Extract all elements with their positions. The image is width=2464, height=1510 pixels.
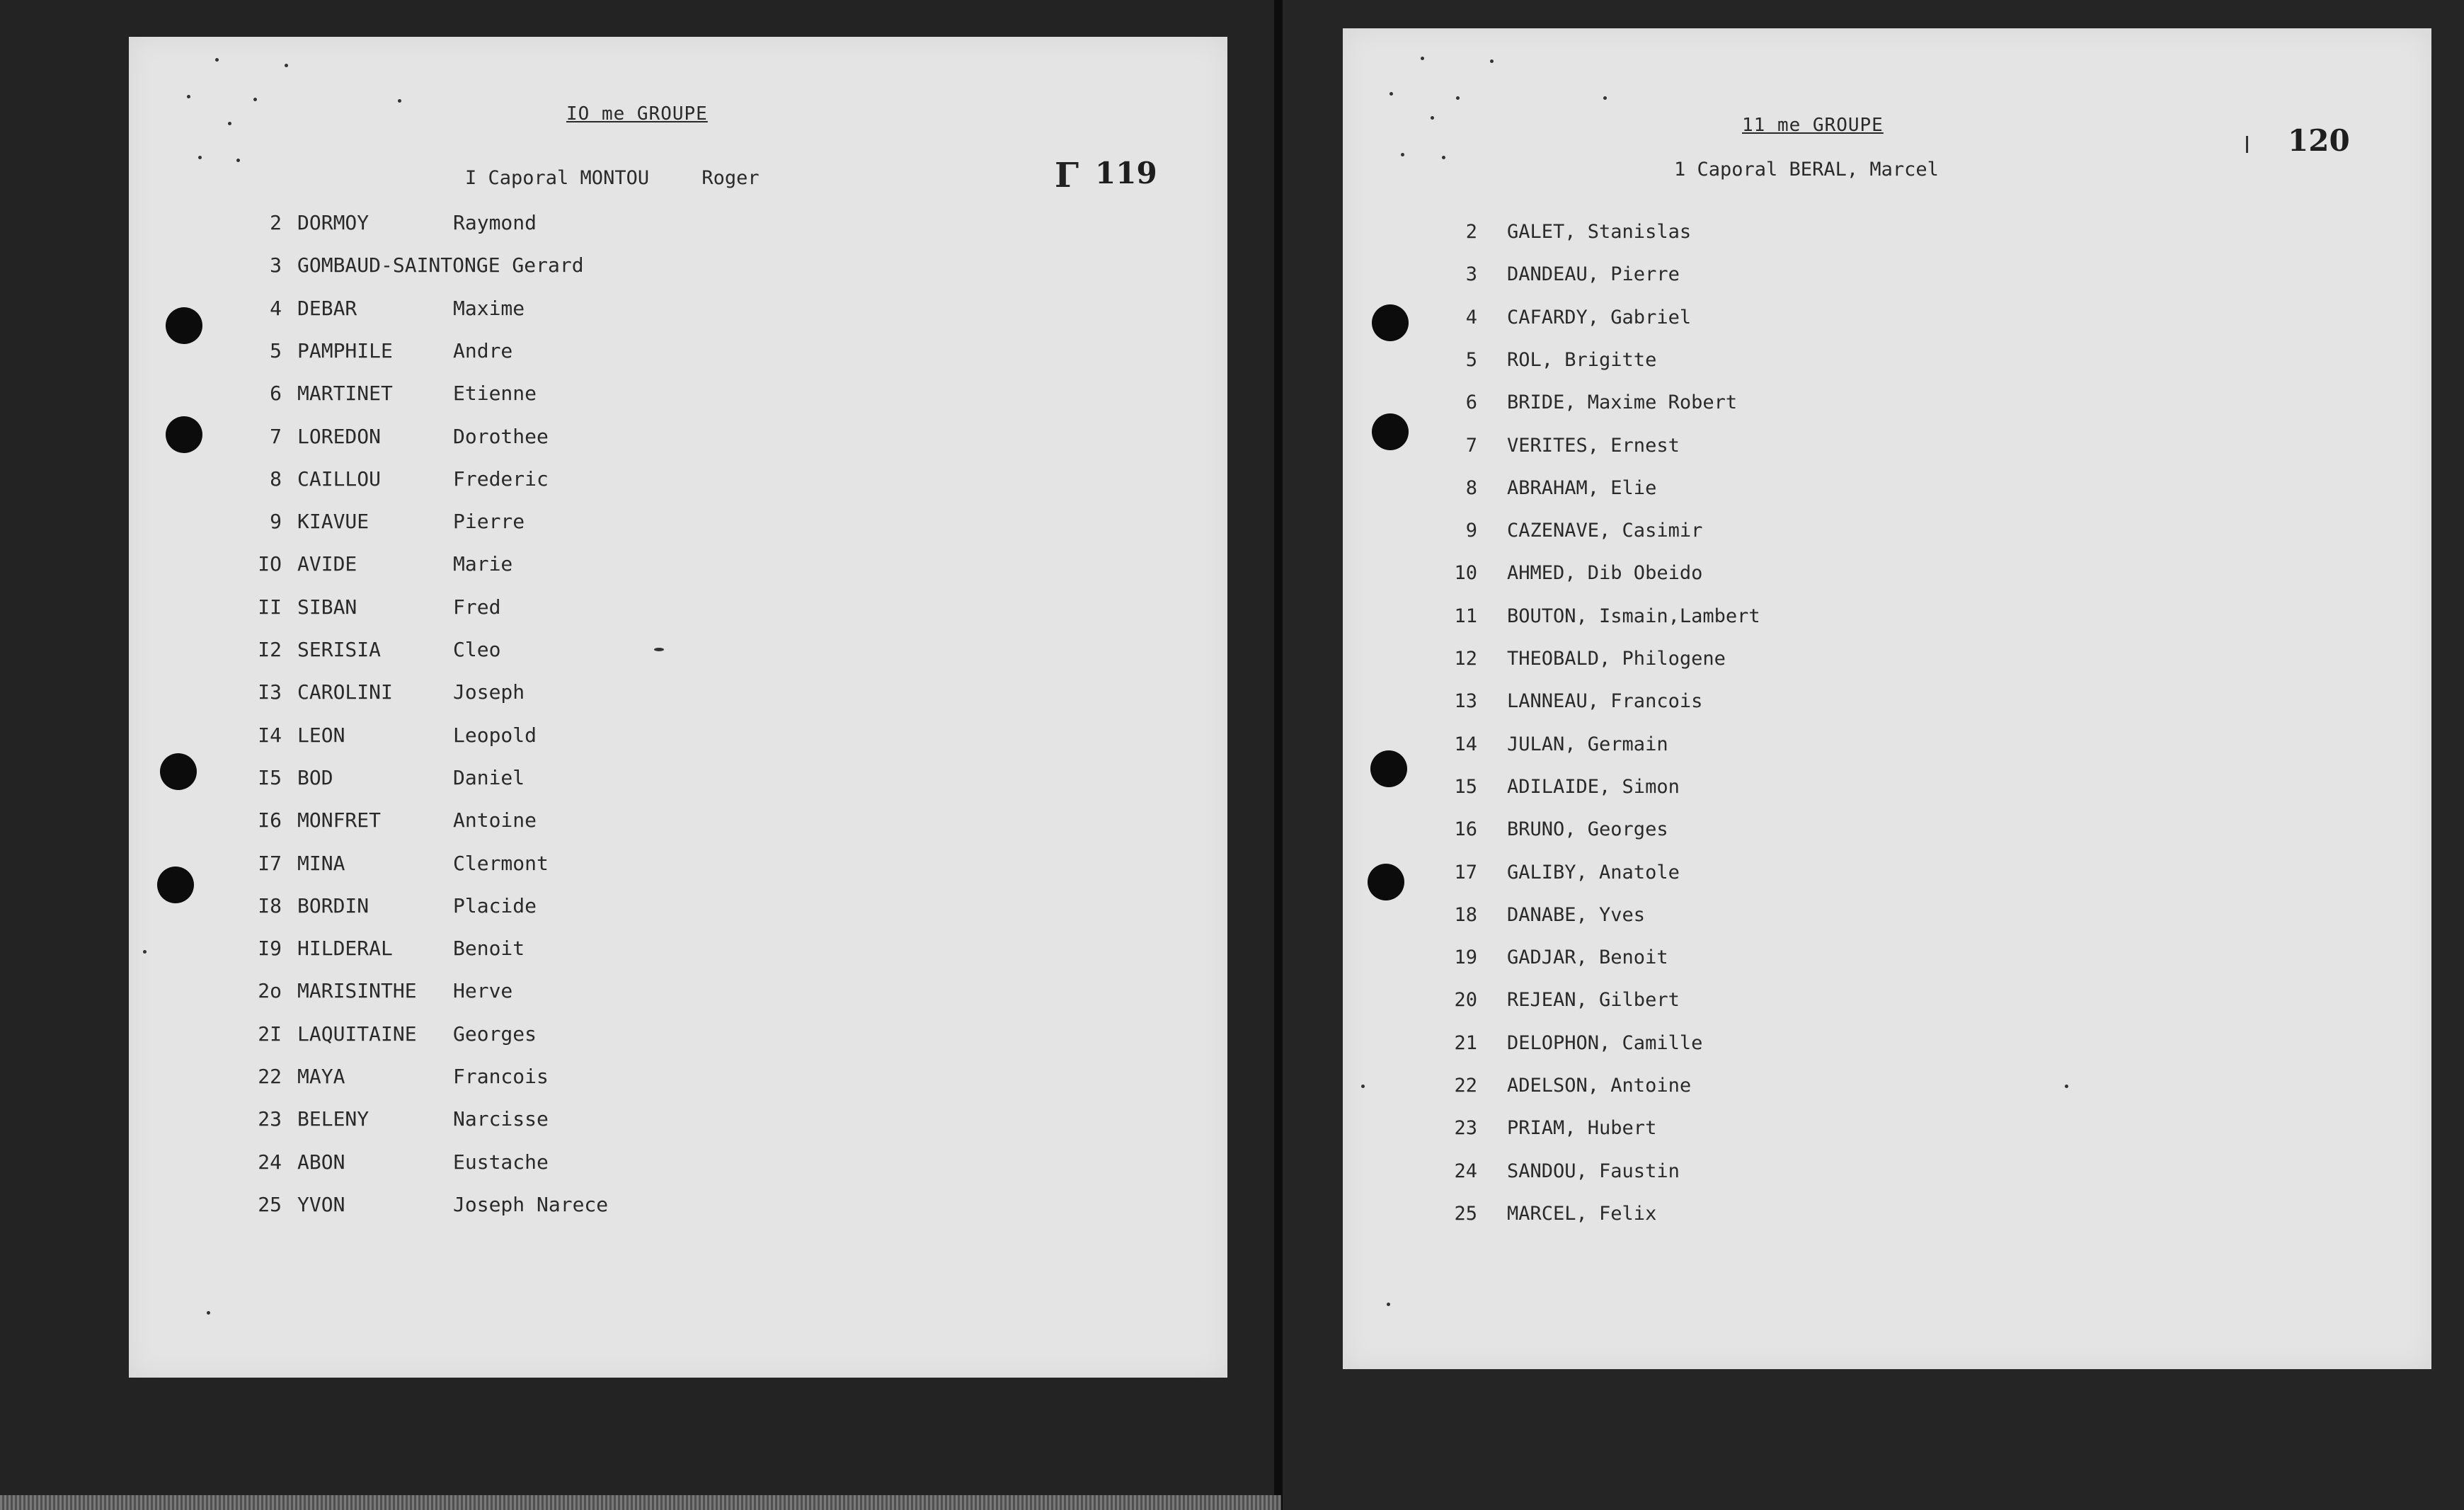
entry-surname: DEBAR: [297, 296, 357, 320]
caporal-line: 1 Caporal BERAL, Marcel: [1674, 159, 1939, 181]
entry-number: 9: [1465, 520, 1477, 542]
entry-first-name: Clermont: [453, 851, 549, 875]
entry-number: 2I: [258, 1022, 282, 1046]
entry-surname: SIBAN: [297, 595, 357, 619]
entry-surname: ABON: [297, 1150, 345, 1174]
entry-surname: JULAN, Germain: [1507, 733, 1668, 755]
entry-number: 23: [258, 1107, 282, 1131]
roster-list: [1343, 28, 2431, 1369]
entry-surname: BRIDE, Maxime Robert: [1507, 391, 1738, 414]
punch-hole: [1372, 304, 1409, 341]
entry-surname: REJEAN, Gilbert: [1507, 989, 1680, 1012]
page-mark: Γ: [1055, 156, 1079, 195]
entry-surname: GOMBAUD-SAINTONGE Gerard: [297, 253, 584, 278]
entry-surname: VERITES, Ernest: [1507, 434, 1680, 457]
entry-number: 3: [270, 253, 282, 278]
entry-number: 6: [270, 382, 282, 406]
entry-surname: MAYA: [297, 1065, 345, 1088]
entry-surname: GALIBY, Anatole: [1507, 861, 1680, 883]
entry-surname: SERISIA: [297, 638, 382, 661]
entry-first-name: Andre: [453, 338, 513, 362]
entry-surname: LOREDON: [297, 424, 382, 448]
entry-surname: MARTINET: [297, 382, 393, 406]
entry-first-name: Eustache: [453, 1150, 549, 1174]
punch-hole: [160, 753, 197, 790]
entry-number: I2: [258, 638, 282, 661]
entry-surname: BELENY: [297, 1107, 369, 1131]
entry-surname: DELOPHON, Camille: [1507, 1031, 1703, 1054]
entry-surname: PAMPHILE: [297, 338, 393, 362]
entry-surname: BOD: [297, 765, 333, 789]
entry-number: 11: [1454, 605, 1477, 627]
entry-number: 8: [1465, 476, 1477, 499]
entry-surname: BORDIN: [297, 893, 369, 917]
entry-first-name: Antoine: [453, 808, 537, 833]
entry-first-name: Joseph: [453, 680, 525, 704]
entry-surname: BRUNO, Georges: [1507, 818, 1668, 841]
entry-number: 3: [1465, 263, 1477, 286]
entry-number: 25: [258, 1192, 282, 1216]
entry-number: IO: [258, 552, 282, 576]
entry-first-name: Pierre: [453, 510, 525, 534]
entry-surname: LEON: [297, 723, 345, 747]
entry-first-name: Raymond: [453, 211, 537, 234]
entry-number: I5: [258, 765, 282, 789]
entry-surname: DANABE, Yves: [1507, 903, 1646, 926]
entry-number: 21: [1454, 1031, 1477, 1054]
entry-number: 7: [270, 424, 282, 448]
punch-hole: [1372, 413, 1409, 450]
entry-surname: YVON: [297, 1192, 345, 1216]
entry-first-name: Herve: [453, 979, 513, 1003]
entry-number: 2: [270, 211, 282, 234]
entry-number: I6: [258, 808, 282, 833]
entry-surname: GADJAR, Benoit: [1507, 946, 1668, 969]
entry-surname: DORMOY: [297, 211, 369, 234]
entry-surname: ROL, Brigitte: [1507, 348, 1657, 371]
entry-number: I3: [258, 680, 282, 704]
punch-hole: [157, 866, 194, 903]
entry-number: 23: [1454, 1117, 1477, 1140]
entry-number: 22: [1454, 1075, 1477, 1097]
entry-surname: ABRAHAM, Elie: [1507, 476, 1657, 499]
punch-hole: [166, 416, 202, 453]
entry-surname: MINA: [297, 851, 345, 875]
entry-number: I9: [258, 937, 282, 961]
entry-number: 5: [1465, 348, 1477, 371]
entry-number: 14: [1454, 733, 1477, 755]
entry-surname: MARISINTHE: [297, 979, 417, 1003]
entry-number: 6: [1465, 391, 1477, 414]
entry-first-name: Placide: [453, 893, 537, 917]
entry-number: 7: [1465, 434, 1477, 457]
punch-hole: [1368, 864, 1404, 900]
entry-first-name: Dorothee: [453, 424, 549, 448]
entry-number: 16: [1454, 818, 1477, 841]
entry-number: 2: [1465, 221, 1477, 243]
entry-first-name: Marie: [453, 552, 513, 576]
entry-first-name: Joseph Narece: [453, 1192, 609, 1216]
entry-first-name: Etienne: [453, 382, 537, 406]
entry-surname: CAILLOU: [297, 467, 382, 491]
entry-surname: BOUTON, Ismain,Lambert: [1507, 605, 1760, 627]
entry-first-name: Leopold: [453, 723, 537, 747]
entry-number: I7: [258, 851, 282, 875]
entry-surname: THEOBALD, Philogene: [1507, 648, 1726, 670]
entry-number: 22: [258, 1065, 282, 1088]
document-page-120: [1343, 28, 2431, 1369]
scan-edge-strip: [0, 1495, 1281, 1510]
entry-first-name: Narcisse: [453, 1107, 549, 1131]
entry-first-name: Benoit: [453, 937, 525, 961]
entry-number: 5: [270, 338, 282, 362]
entry-surname: LANNEAU, Francois: [1507, 690, 1703, 713]
entry-number: 19: [1454, 946, 1477, 969]
entry-surname: PRIAM, Hubert: [1507, 1117, 1657, 1140]
caporal-prenom: Roger: [701, 167, 760, 189]
entry-first-name: Georges: [453, 1022, 537, 1046]
entry-surname: AHMED, Dib Obeido: [1507, 562, 1703, 585]
group-heading: IO me GROUPE: [566, 103, 708, 125]
entry-number: II: [258, 595, 282, 619]
entry-number: 18: [1454, 903, 1477, 926]
scan-divider: [1274, 0, 1283, 1510]
entry-number: 13: [1454, 690, 1477, 713]
entry-number: 9: [270, 510, 282, 534]
entry-first-name: Cleo: [453, 638, 501, 661]
entry-number: 17: [1454, 861, 1477, 883]
group-heading: 11 me GROUPE: [1742, 115, 1884, 136]
entry-number: 24: [258, 1150, 282, 1174]
entry-first-name: Francois: [453, 1065, 549, 1088]
entry-number: 10: [1454, 562, 1477, 585]
entry-number: 4: [270, 296, 282, 320]
entry-surname: AVIDE: [297, 552, 357, 576]
entry-number: 15: [1454, 775, 1477, 798]
roster-list: [129, 37, 1227, 1378]
entry-surname: MONFRET: [297, 808, 382, 833]
entry-surname: KIAVUE: [297, 510, 369, 534]
entry-surname: ADILAIDE, Simon: [1507, 775, 1680, 798]
entry-first-name: Frederic: [453, 467, 549, 491]
page-number: 120: [2288, 123, 2350, 158]
entry-surname: ADELSON, Antoine: [1507, 1075, 1692, 1097]
entry-number: 4: [1465, 306, 1477, 328]
entry-first-name: Fred: [453, 595, 501, 619]
entry-surname: SANDOU, Faustin: [1507, 1160, 1680, 1182]
entry-surname: DANDEAU, Pierre: [1507, 263, 1680, 286]
entry-number: 12: [1454, 648, 1477, 670]
entry-surname: LAQUITAINE: [297, 1022, 417, 1046]
entry-surname: MARCEL, Felix: [1507, 1202, 1657, 1225]
entry-surname: GALET, Stanislas: [1507, 221, 1692, 243]
entry-surname: CAROLINI: [297, 680, 393, 704]
punch-hole: [166, 307, 202, 344]
caporal-label: I Caporal MONTOU: [465, 167, 650, 189]
entry-number: I8: [258, 893, 282, 917]
entry-number: 24: [1454, 1160, 1477, 1182]
entry-number: 20: [1454, 989, 1477, 1012]
entry-surname: HILDERAL: [297, 937, 393, 961]
entry-number: 25: [1454, 1202, 1477, 1225]
page-number: 119: [1095, 156, 1157, 190]
entry-first-name: Daniel: [453, 765, 525, 789]
punch-hole: [1370, 750, 1407, 787]
entry-surname: CAFARDY, Gabriel: [1507, 306, 1692, 328]
entry-first-name: Maxime: [453, 296, 525, 320]
entry-number: I4: [258, 723, 282, 747]
entry-surname: CAZENAVE, Casimir: [1507, 520, 1703, 542]
entry-number: 2o: [258, 979, 282, 1003]
entry-number: 8: [270, 467, 282, 491]
document-page-119: [129, 37, 1227, 1378]
